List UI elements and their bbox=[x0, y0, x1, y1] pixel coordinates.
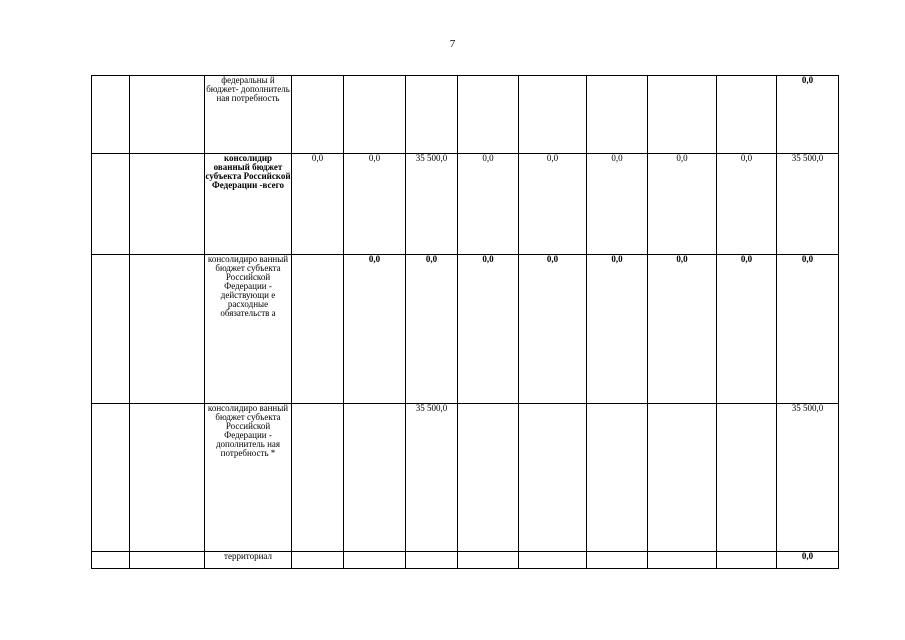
row-label: территориал bbox=[205, 552, 292, 569]
value-cell bbox=[344, 404, 406, 552]
value-cell bbox=[717, 552, 777, 569]
value-cell: 0,0 bbox=[587, 154, 648, 255]
table-row bbox=[92, 154, 839, 255]
value-cell: 35 500,0 bbox=[406, 154, 458, 255]
value-cell bbox=[717, 404, 777, 552]
budget-table bbox=[91, 75, 839, 569]
value-cell bbox=[519, 76, 587, 154]
value-cell bbox=[344, 552, 406, 569]
value-cell: 0,0 bbox=[648, 255, 717, 404]
value-cell bbox=[292, 255, 344, 404]
value-cell bbox=[292, 404, 344, 552]
empty-cell bbox=[130, 404, 205, 552]
row-label: консолидир ованный бюджет субъекта Российской Федерации -всего bbox=[205, 154, 292, 255]
value-cell: 0,0 bbox=[406, 255, 458, 404]
empty-cell bbox=[130, 255, 205, 404]
value-cell bbox=[458, 404, 519, 552]
value-cell: 0,0 bbox=[777, 255, 839, 404]
value-cell bbox=[519, 404, 587, 552]
empty-cell bbox=[92, 255, 130, 404]
value-cell bbox=[717, 76, 777, 154]
value-cell bbox=[344, 76, 406, 154]
empty-cell bbox=[130, 76, 205, 154]
row-label: консолидиро ванный бюджет субъекта Российской Федерации - дополнитель ная потребность * bbox=[205, 404, 292, 552]
empty-cell bbox=[130, 154, 205, 255]
value-cell: 0,0 bbox=[648, 154, 717, 255]
value-cell bbox=[406, 76, 458, 154]
empty-cell bbox=[92, 404, 130, 552]
empty-cell bbox=[92, 76, 130, 154]
value-cell bbox=[648, 552, 717, 569]
value-cell: 35 500,0 bbox=[777, 154, 839, 255]
value-cell: 0,0 bbox=[777, 552, 839, 569]
page-number: 7 bbox=[449, 38, 456, 50]
table-row bbox=[92, 76, 839, 154]
value-cell: 0,0 bbox=[344, 154, 406, 255]
empty-cell bbox=[92, 552, 130, 569]
empty-cell bbox=[130, 552, 205, 569]
row-label: консолидиро ванный бюджет субъекта Российской Федерации - действующи е расходные обязательств а bbox=[205, 255, 292, 404]
value-cell bbox=[587, 552, 648, 569]
value-cell bbox=[292, 76, 344, 154]
value-cell: 0,0 bbox=[458, 154, 519, 255]
value-cell bbox=[587, 76, 648, 154]
value-cell: 0,0 bbox=[458, 255, 519, 404]
value-cell bbox=[458, 552, 519, 569]
table-row bbox=[92, 404, 839, 552]
value-cell bbox=[406, 552, 458, 569]
value-cell bbox=[458, 76, 519, 154]
value-cell bbox=[648, 76, 717, 154]
value-cell bbox=[519, 552, 587, 569]
value-cell: 0,0 bbox=[717, 154, 777, 255]
value-cell: 0,0 bbox=[519, 154, 587, 255]
value-cell: 0,0 bbox=[292, 154, 344, 255]
value-cell bbox=[292, 552, 344, 569]
value-cell: 35 500,0 bbox=[406, 404, 458, 552]
row-label: федеральны й бюджет- дополнитель ная потребность bbox=[205, 76, 292, 154]
value-cell: 0,0 bbox=[587, 255, 648, 404]
value-cell: 0,0 bbox=[717, 255, 777, 404]
value-cell: 0,0 bbox=[777, 76, 839, 154]
value-cell: 0,0 bbox=[519, 255, 587, 404]
value-cell: 35 500,0 bbox=[777, 404, 839, 552]
value-cell bbox=[587, 404, 648, 552]
empty-cell bbox=[92, 154, 130, 255]
value-cell: 0,0 bbox=[344, 255, 406, 404]
table-row bbox=[92, 552, 839, 569]
value-cell bbox=[648, 404, 717, 552]
table-row bbox=[92, 255, 839, 404]
